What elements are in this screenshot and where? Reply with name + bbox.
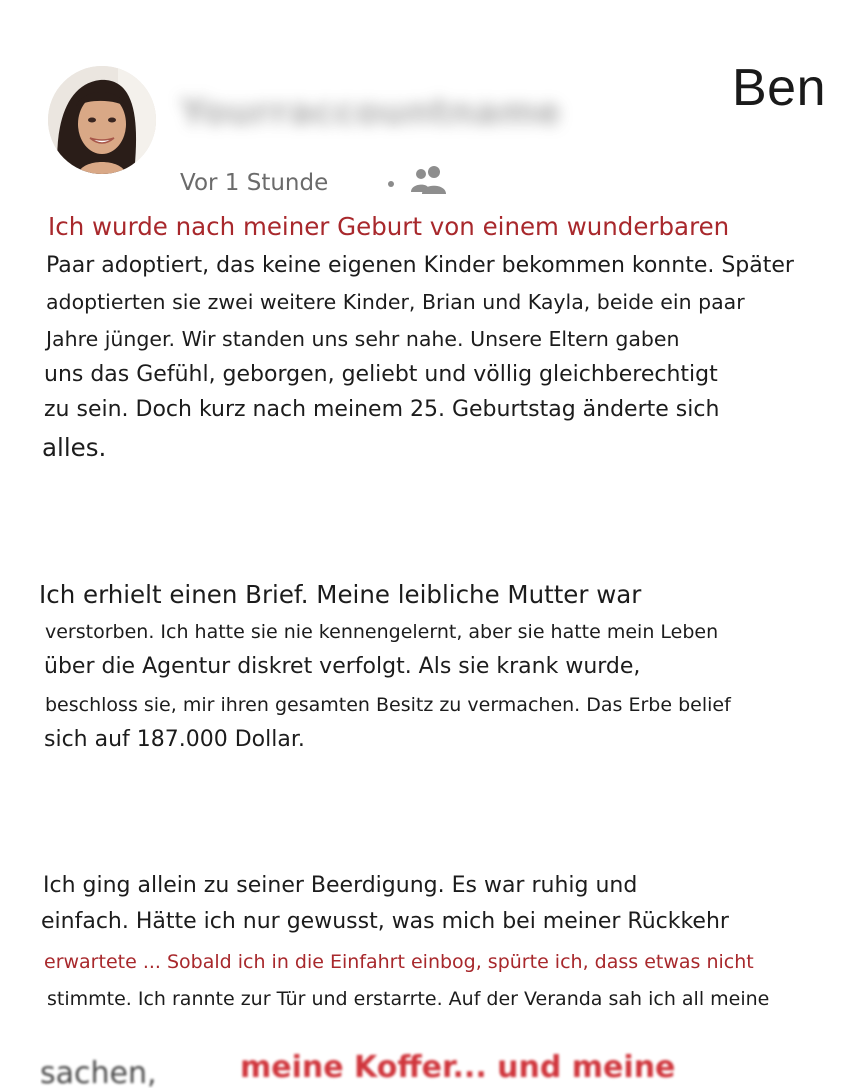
post-meta [180, 168, 328, 198]
post-line: zu sein. Doch kurz nach meinem 25. Geburtstag änderte sich [44, 397, 720, 422]
post-line: alles. [42, 433, 107, 462]
post-line: Paar adoptiert, das keine eigenen Kinder bekommen konnte. Später [46, 253, 794, 278]
post-line: uns das Gefühl, geborgen, geliebt und völlig gleichberechtigt [44, 362, 718, 387]
post-line: Ich wurde nach meiner Geburt von einem wunderbaren [48, 212, 730, 241]
avatar[interactable] [48, 66, 156, 174]
post-line: stimmte. Ich rannte zur Tür und erstarrte. Auf der Veranda sah ich all meine [47, 988, 770, 1010]
post-line: beschloss sie, mir ihren gesamten Besitz zu vermachen. Das Erbe belief [45, 694, 731, 716]
post-line: verstorben. Ich hatte sie nie kennengelernt, aber sie hatte mein Leben [45, 621, 719, 643]
corner-label: Ben [731, 59, 826, 117]
post-line: einfach. Hätte ich nur gewusst, was mich bei meiner Rückkehr [41, 909, 729, 934]
post-line: über die Agentur diskret verfolgt. Als sie krank wurde, [44, 654, 641, 679]
avatar-photo [48, 66, 156, 174]
post-line: erwartete ... Sobald ich in die Einfahrt einbog, spürte ich, dass etwas nicht [44, 951, 754, 973]
cutoff-text-dark: sachen, [40, 1056, 157, 1088]
cutoff-line [40, 1048, 730, 1088]
friends-icon[interactable] [410, 164, 448, 200]
separator-dot [388, 181, 394, 187]
post-line: Ich erhielt einen Brief. Meine leibliche Mutter war [39, 580, 642, 609]
post-line: adoptierten sie zwei weitere Kinder, Brian und Kayla, beide ein paar [46, 290, 745, 314]
post-time[interactable]: Vor 1 Stunde [180, 170, 329, 196]
post-line: Ich ging allein zu seiner Beerdigung. Es war ruhig und [43, 873, 638, 898]
account-name[interactable]: Yourraccountname [180, 92, 561, 133]
post-line: Jahre jünger. Wir standen uns sehr nahe. Unsere Eltern gaben [46, 327, 680, 351]
cutoff-text-red: meine Koffer... und meine [240, 1050, 676, 1085]
post-line: sich auf 187.000 Dollar. [44, 727, 305, 752]
